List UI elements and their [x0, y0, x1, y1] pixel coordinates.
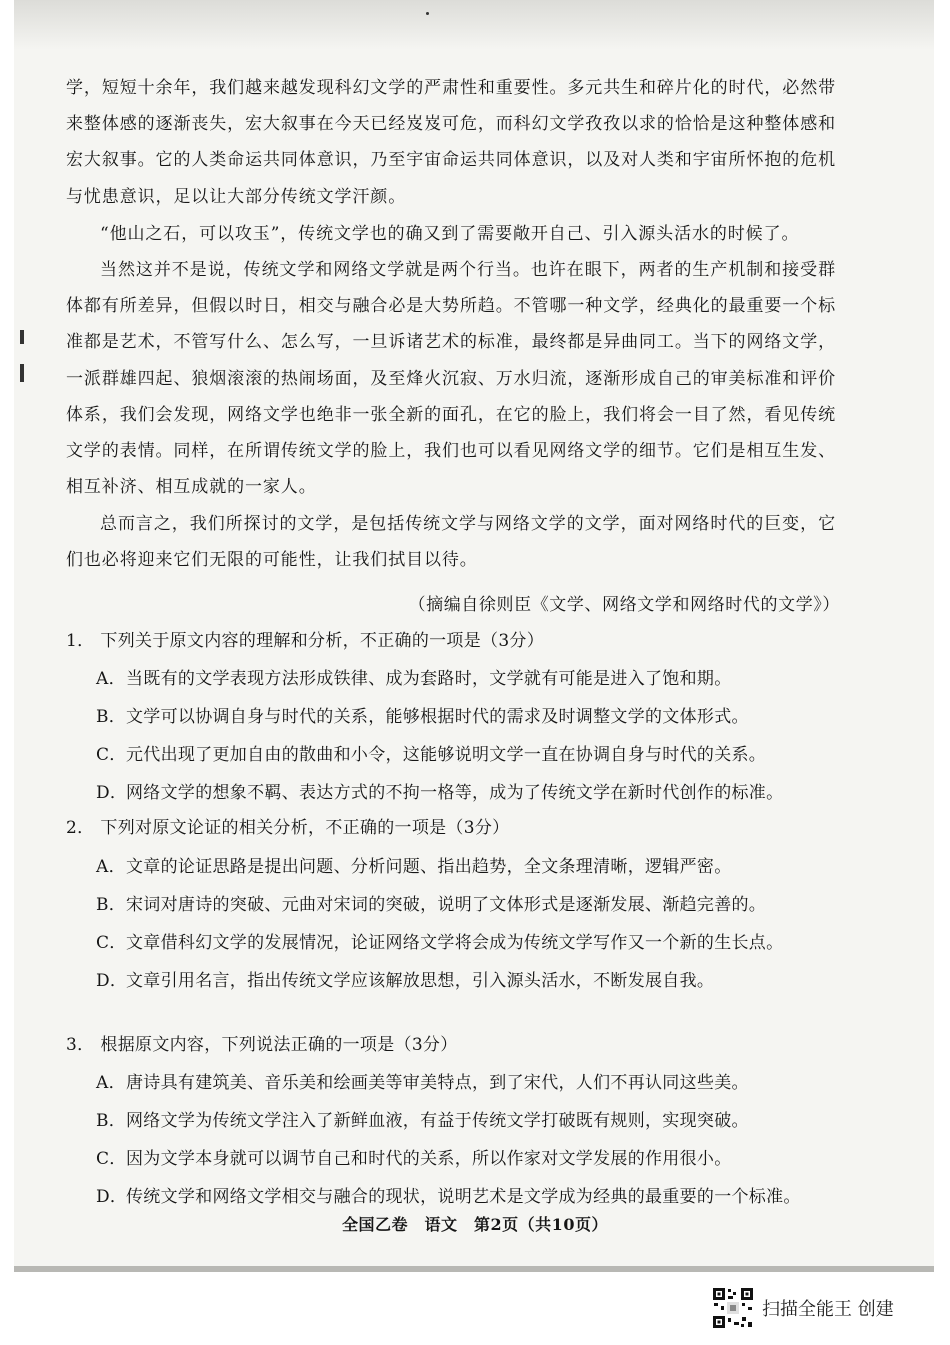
question-3-option-d: D．传统文学和网络文学相交与融合的现状，说明艺术是文学成为经典的最重要的一个标准。: [96, 1187, 801, 1207]
passage-paragraph-4: 总而言之，我们所探讨的文学，是包括传统文学与网络文学的文学，面对网络时代的巨变，它们也必将迎来它们无限的可能性，让我们拭目以待。: [66, 514, 836, 571]
passage-paragraph-1: 学，短短十余年，我们越来越发现科幻文学的严肃性和重要性。多元共生和碎片化的时代，必然带来整体感的逐渐丧失，宏大叙事在今天已经岌岌可危，而科幻文学孜孜以求的恰恰是这种整体感和宏大叙事。它的人类命运共同体意识，乃至宇宙命运共同体意识，以及对人类和宇宙所怀抱的危机与忧患意识，足以让大部分传统文学汗颜。: [66, 78, 836, 207]
question-1-option-a: A．当既有的文学表现方法形成铁律、成为套路时，文学就有可能是进入了饱和期。: [96, 669, 732, 689]
question-1-option-b: B．文学可以协调自身与时代的关系，能够根据时代的需求及时调整文学的文体形式。: [96, 707, 749, 727]
qr-code-icon: [712, 1287, 754, 1329]
passage-paragraph-3: 当然这并不是说，传统文学和网络文学就是两个行当。也许在眼下，两者的生产机制和接受群体都有所差异，但假以时日，相交与融合必是大势所趋。不管哪一种文学，经典化的最重要一个标准都是艺术，不管写什么、怎么写，一旦诉诸艺术的标准，最终都是异曲同工。当下的网络文学，一派群雄四起、狼烟滚滚的热闹场面，及至烽火沉寂、万水归流，逐渐形成自己的审美标准和评价体系，我们会发现，网络文学也绝非一张全新的面孔，在它的脸上，我们将会一目了然，看见传统文学的表情。同样，在所谓传统文学的脸上，我们也可以看见网络文学的细节。它们是相互生发、相互补济、相互成就的一家人。: [66, 260, 836, 498]
watermark-text: 扫描全能王 创建: [762, 1299, 894, 1320]
question-2-option-d: D．文章引用名言，指出传统文学应该解放思想，引入源头活水，不断发展自我。: [96, 971, 715, 991]
question-1-option-d: D．网络文学的想象不羁、表达方式的不拘一格等，成为了传统文学在新时代创作的标准。: [96, 783, 784, 803]
question-2-option-c: C．文章借科幻文学的发展情况，论证网络文学将会成为传统文学写作又一个新的生长点。: [96, 933, 784, 953]
question-3-stem: 3． 根据原文内容，下列说法正确的一项是（3分）: [66, 1035, 458, 1055]
question-1-stem: 1． 下列关于原文内容的理解和分析，不正确的一项是（3分）: [66, 631, 545, 651]
question-2-stem: 2． 下列对原文论证的相关分析，不正确的一项是（3分）: [66, 818, 510, 838]
question-3-option-b: B．网络文学为传统文学注入了新鲜血液，有益于传统文学打破既有规则，实现突破。: [96, 1111, 749, 1131]
passage-source: （摘编自徐则臣《文学、网络文学和网络时代的文学》）: [408, 595, 840, 615]
scanner-watermark: [712, 1286, 894, 1330]
question-2-option-b: B．宋词对唐诗的突破、元曲对宋词的突破，说明了文体形式是逐渐发展、渐趋完善的。: [96, 895, 767, 915]
question-3-option-a: A．唐诗具有建筑美、音乐美和绘画美等审美特点，到了宋代，人们不再认同这些美。: [96, 1073, 749, 1093]
page-footer: 全国乙卷 语文 第2页（共10页）: [342, 1215, 608, 1234]
passage-paragraph-2: “他山之石，可以攻玉”，传统文学也的确又到了需要敞开自己、引入源头活水的时候了。: [100, 224, 800, 244]
question-2-option-a: A．文章的论证思路是提出问题、分析问题、指出趋势，全文条理清晰，逻辑严密。: [96, 857, 732, 877]
question-3-option-c: C．因为文学本身就可以调节自己和时代的关系，所以作家对文学发展的作用很小。: [96, 1149, 732, 1169]
question-1-option-c: C．元代出现了更加自由的散曲和小令，这能够说明文学一直在协调自身与时代的关系。: [96, 745, 767, 765]
